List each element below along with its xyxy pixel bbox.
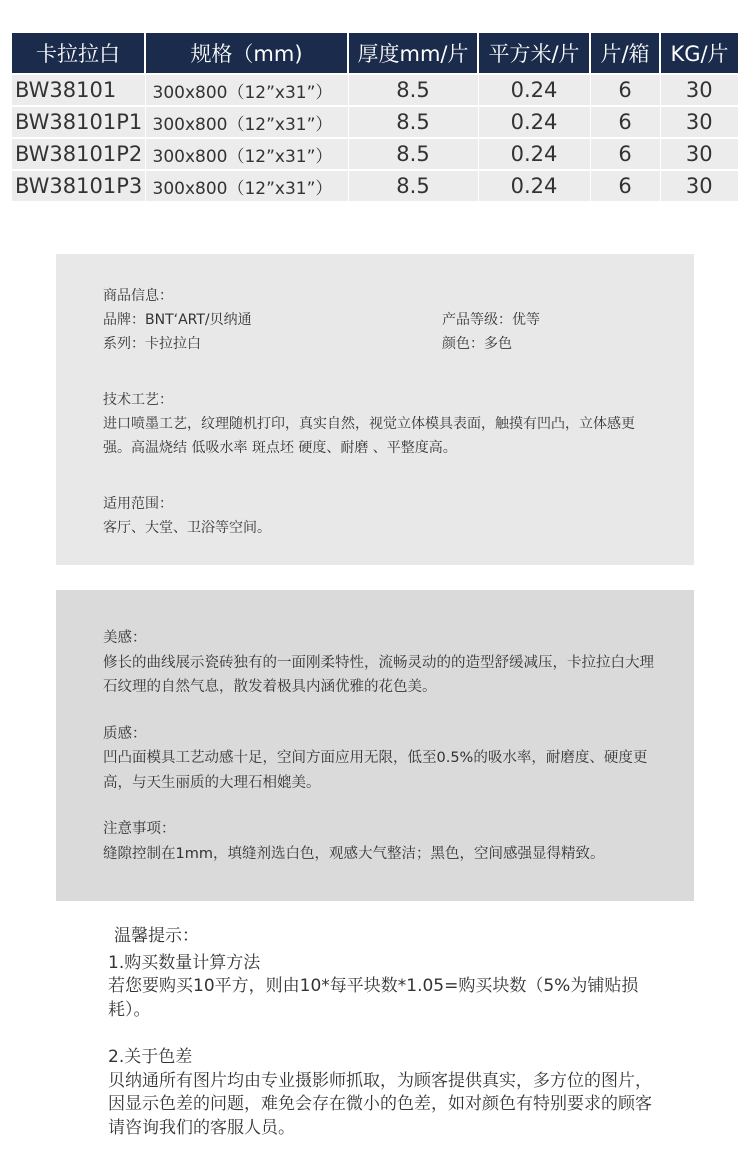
color-text: 颜色：多色 xyxy=(442,336,512,352)
series-color-row xyxy=(103,332,658,356)
cell-weight: 30 xyxy=(660,74,738,106)
cell-area: 0.24 xyxy=(478,106,590,138)
cell-pieces: 6 xyxy=(590,74,660,106)
features-panel xyxy=(56,590,694,901)
quality-text: 凹凸面模具工艺动感十足，空间方面应用无限，低至0.5%的吸水率，耐磨度、硬度更高，与天生丽质的大理石相媲美。 xyxy=(103,750,648,791)
beauty-text: 修长的曲线展示瓷砖独有的一面刚柔特性，流畅灵动的的造型舒缓减压，卡拉拉白大理石纹理的自然气息，散发着极具内涵优雅的花色美。 xyxy=(103,654,654,695)
cell-thickness: 8.5 xyxy=(348,74,478,106)
tip1-text: 若您要购买10平方，则由10*每平块数*1.05=购买块数（5%为铺贴损耗）。 xyxy=(108,976,639,1020)
cell-code: BW38101P1 xyxy=(12,106,145,138)
cell-thickness: 8.5 xyxy=(348,170,478,201)
notice-title: 注意事项： xyxy=(103,821,176,837)
table-row xyxy=(12,74,738,106)
beauty-title: 美感： xyxy=(103,630,147,646)
brand-grade-row xyxy=(103,308,658,332)
tips-section xyxy=(108,925,668,1140)
header-pieces-per-box: 片/箱 xyxy=(590,33,660,74)
table-row xyxy=(12,138,738,170)
header-thickness: 厚度mm/片 xyxy=(348,33,478,74)
header-series: 卡拉拉白 xyxy=(12,33,145,74)
grade-text: 产品等级：优等 xyxy=(442,312,540,328)
cell-code: BW38101P3 xyxy=(12,170,145,201)
cell-weight: 30 xyxy=(660,170,738,201)
cell-weight: 30 xyxy=(660,106,738,138)
spec-table xyxy=(12,33,738,201)
cell-thickness: 8.5 xyxy=(348,106,478,138)
table-row xyxy=(12,170,738,201)
header-area: 平方米/片 xyxy=(478,33,590,74)
cell-pieces: 6 xyxy=(590,106,660,138)
quality-title: 质感： xyxy=(103,725,147,742)
tip2-title: 2.关于色差 xyxy=(108,1047,193,1067)
cell-size: 300x800（12”x31”） xyxy=(145,170,348,201)
cell-area: 0.24 xyxy=(478,74,590,106)
cell-code: BW38101P2 xyxy=(12,138,145,170)
product-info-panel xyxy=(56,254,694,565)
brand-text: 品牌：BNT‘ART/贝纳通 xyxy=(103,312,252,328)
cell-thickness: 8.5 xyxy=(348,138,478,170)
cell-size: 300x800（12”x31”） xyxy=(145,106,348,138)
cell-pieces: 6 xyxy=(590,138,660,170)
header-weight: KG/片 xyxy=(660,33,738,74)
product-info-title: 商品信息： xyxy=(103,288,173,304)
cell-area: 0.24 xyxy=(478,138,590,170)
cell-weight: 30 xyxy=(660,138,738,170)
table-header-row xyxy=(12,33,738,74)
scope-text: 客厅、大堂、卫浴等空间。 xyxy=(103,520,271,536)
tip1-title: 1.购买数量计算方法 xyxy=(108,952,261,973)
tip2-text: 贝纳通所有图片均由专业摄影师抓取，为顾客提供真实，多方位的图片，因显示色差的问题，难免会存在微小的色差，如对颜色有特别要求的顾客请咨询我们的客服人员。 xyxy=(108,1070,652,1138)
cell-size: 300x800（12”x31”） xyxy=(145,138,348,170)
tech-text: 进口喷墨工艺，纹理随机打印，真实自然，视觉立体模具表面，触摸有凹凸，立体感更强。高温烧结 低吸水率 斑点坯 硬度、耐磨 、平整度高。 xyxy=(103,416,635,456)
notice-text: 缝隙控制在1mm，填缝剂选白色，观感大气整洁；黑色，空间感强显得精致。 xyxy=(103,845,605,862)
tech-title: 技术工艺： xyxy=(103,392,173,408)
header-size: 规格（mm) xyxy=(145,33,348,74)
table-row xyxy=(12,106,738,138)
scope-title: 适用范围： xyxy=(103,496,173,512)
cell-area: 0.24 xyxy=(478,170,590,201)
cell-size: 300x800（12”x31”） xyxy=(145,74,348,106)
cell-code: BW38101 xyxy=(12,74,145,106)
cell-pieces: 6 xyxy=(590,170,660,201)
tips-title: 温馨提示： xyxy=(114,926,199,946)
series-text: 系列：卡拉拉白 xyxy=(103,336,201,352)
